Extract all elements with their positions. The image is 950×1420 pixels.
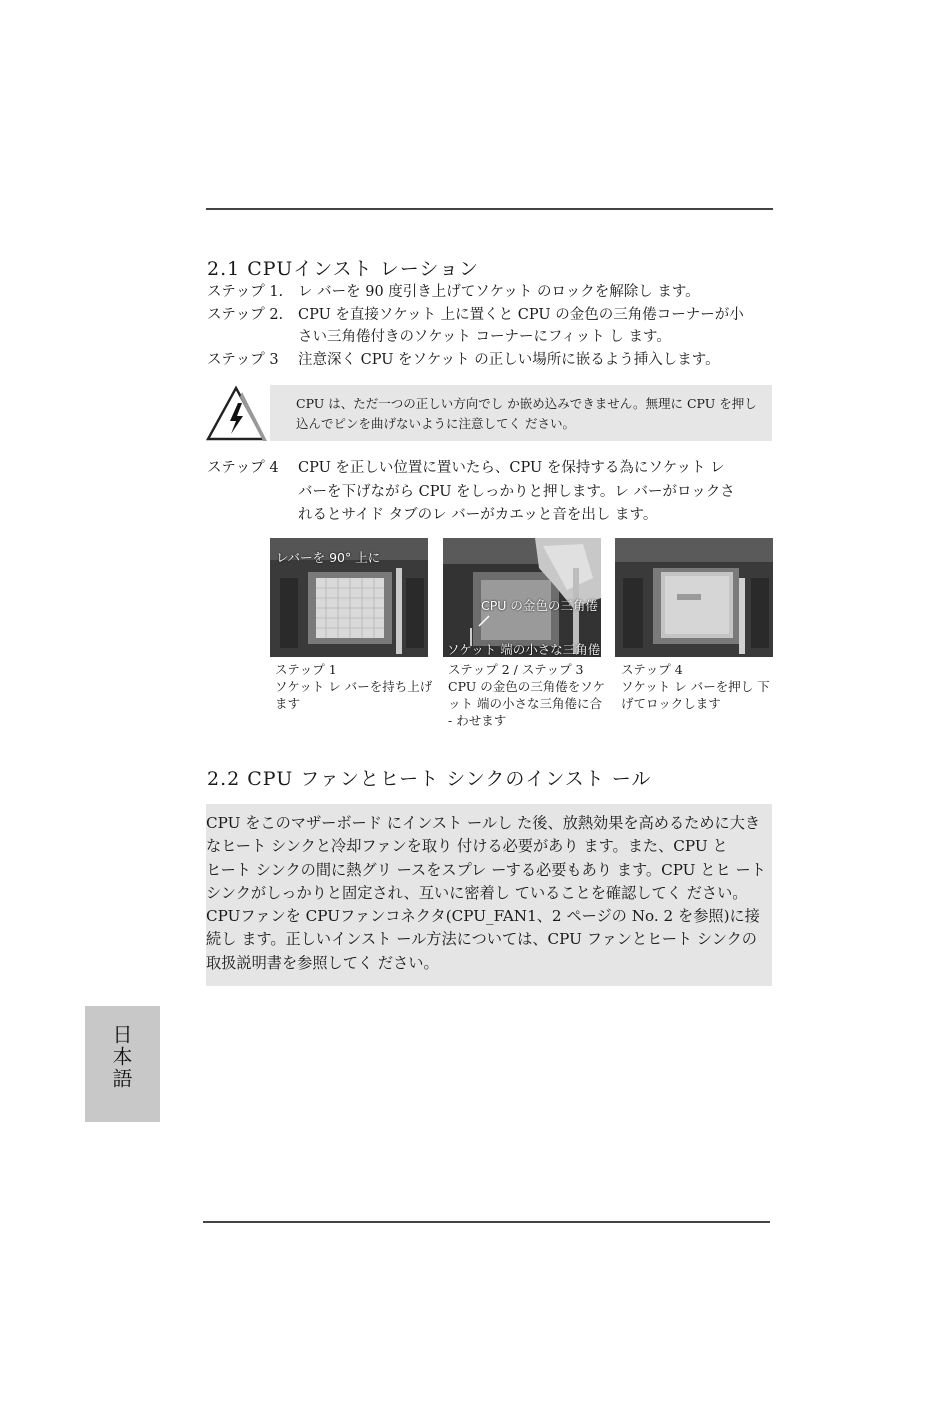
step-text: バーを下げながら CPU をしっかりと押します。レ バーがロックさ: [298, 484, 735, 500]
photo-step-4: [615, 538, 773, 657]
photo-label: CPU の金色の三角倦: [481, 598, 598, 613]
paragraph-line: CPU をこのマザーボード にインスト ールし た後、放熱効果を高めるために大き: [206, 814, 761, 832]
caption-line: ソケット レ バーを押し 下: [621, 679, 770, 694]
warning-line: 込んでピンを曲げないように注意してく ださい。: [296, 416, 575, 431]
paragraph-line: シンクがしっかりと固定され、互いに密着し ていることを確認してく ださい。: [206, 883, 748, 902]
paragraph-line: ヒート シンクの間に熱グリ ースをスプレ ーする必要もあり ます。CPU とヒ ート: [206, 860, 766, 879]
section-heading-cpu-installation: 2.1 CPUインスト レーション: [207, 258, 479, 280]
step-text: レ バーを 90 度引き上げてソケット のロックを解除し ます。: [298, 284, 700, 300]
caption-line: CPU の金色の三角倦をソケ: [448, 679, 606, 694]
photo-caption-3: [621, 661, 786, 712]
warning-lightning-icon: [205, 385, 267, 443]
step-text: 注意深く CPU をソケット の正しい場所に嵌るよう挿入します。: [298, 352, 720, 368]
paragraph-line: 続し ます。正しいインスト ール方法については、CPU ファンとヒート シンクの: [206, 930, 757, 949]
caption-line: - わせます: [448, 713, 507, 728]
step-label: ステップ 1.: [207, 284, 284, 300]
caption-line: ット 端の小さな三角倦に合: [448, 696, 602, 711]
photo-step-2-3: [443, 538, 601, 657]
step-label: ステップ 3: [207, 352, 279, 368]
top-rule: [206, 208, 773, 210]
photo-step-1: [270, 538, 428, 657]
fan-heatsink-text: [206, 812, 772, 975]
paragraph-line: なヒート シンクと冷却ファンを取り 付ける必要があり ます。また、CPU と: [206, 837, 728, 856]
language-tab-label: 日本語: [109, 1024, 133, 1090]
caption-line: ます: [275, 696, 301, 711]
caption-line: ソケット レ バーを持ち上げ: [275, 679, 433, 694]
warning-box: [270, 385, 772, 441]
photo-caption-2: [448, 661, 613, 729]
photo-caption-1: [275, 661, 440, 712]
caption-line: げてロックします: [621, 696, 721, 711]
language-tab: [85, 1006, 160, 1122]
step-label: ステップ 2.: [207, 307, 284, 323]
step-text: CPU を正しい位置に置いたら、CPU を保持する為にソケット レ: [298, 460, 725, 476]
bottom-rule: [203, 1221, 770, 1223]
step-text: CPU を直接ソケット 上に置くと CPU の金色の三角倦コーナーが小: [298, 307, 744, 323]
photo-label: ソケット 端の小さな三角倦: [447, 642, 601, 657]
fan-heatsink-info-box: [206, 804, 772, 986]
caption-line: ステップ 2 / ステップ 3: [448, 662, 584, 677]
caption-line: ステップ 1: [275, 662, 337, 677]
paragraph-line: 取扱説明書を参照してく ださい。: [206, 953, 439, 972]
step-label: ステップ 4: [207, 460, 279, 476]
warning-text: [296, 394, 766, 434]
warning-line: CPU は、ただ一つの正しい方向でし か嵌め込みできません。無理に CPU を押し: [296, 396, 757, 411]
paragraph-line: CPUファンを CPUファンコネクタ(CPU_FAN1、2 ページの No. 2 を参照)に接: [206, 907, 760, 926]
caption-line: ステップ 4: [621, 662, 683, 677]
photo-label: レバーを 90° 上に: [276, 550, 381, 565]
step-text: れるとサイド タブのレ バーがカエッと音を出し ます。: [298, 507, 658, 523]
step-text: さい三角倦付きのソケット コーナーにフィット し ます。: [298, 329, 671, 345]
section-heading-fan-heatsink: 2.2 CPU ファンとヒート シンクのインスト ール: [207, 768, 652, 790]
